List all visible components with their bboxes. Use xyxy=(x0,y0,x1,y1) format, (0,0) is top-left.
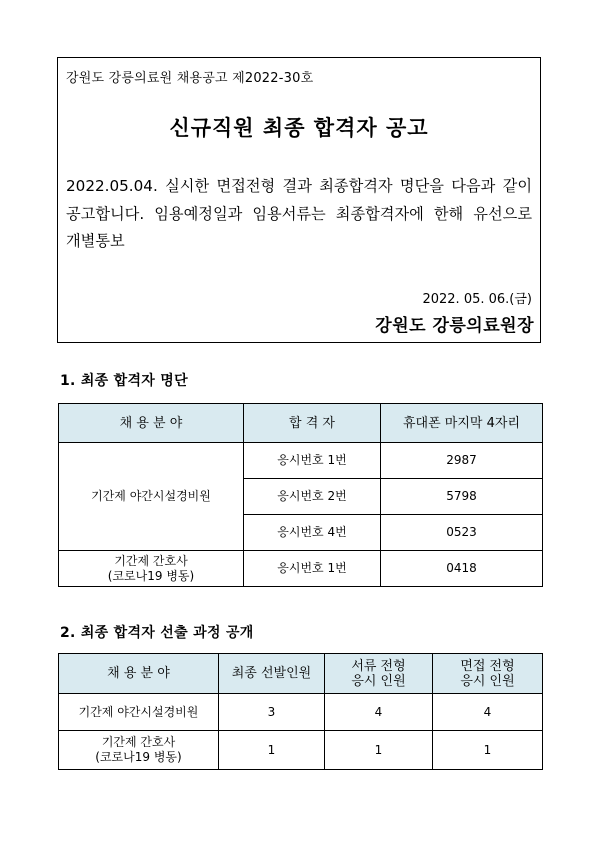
header-final-count xyxy=(219,654,325,694)
notice-body: 2022.05.04. 실시한 면접전형 결과 최종합격자 명단을 다음과 같이 공고합니다. 임용예정일과 임용서류는 최종합격자에 한해 유선으로 개별통보 xyxy=(66,177,532,250)
document-count-cell: 1 xyxy=(325,731,433,770)
header-phone: 휴대폰 마지막 4자리 xyxy=(381,404,543,443)
notice-number: 강원도 강릉의료원 채용공고 제2022-30호 xyxy=(66,71,314,86)
notice-signature: 강원도 강릉의료원장 xyxy=(375,316,534,336)
table-header-row xyxy=(59,404,543,443)
interview-count-cell: 4 xyxy=(433,694,543,731)
field-cell xyxy=(59,694,219,731)
field-label: 기간제 야간시설경비원 xyxy=(91,489,211,503)
section-heading-final-list: 1. 최종 합격자 명단 xyxy=(60,373,188,389)
selection-process-table xyxy=(58,653,543,770)
field-label: 기간제 간호사 xyxy=(114,553,188,568)
table-row xyxy=(59,694,543,731)
applicant-cell: 응시번호 4번 xyxy=(244,515,381,551)
phone-cell: 0523 xyxy=(381,515,543,551)
field-cell xyxy=(59,551,244,587)
header-field xyxy=(59,654,219,694)
applicant-cell: 응시번호 1번 xyxy=(244,443,381,479)
phone-cell: 2987 xyxy=(381,443,543,479)
final-applicants-table xyxy=(58,403,543,587)
notice-title: 신규직원 최종 합격자 공고 xyxy=(169,116,429,140)
header-field-label: 채 용 분 야 xyxy=(107,666,170,681)
header-applicant: 합 격 자 xyxy=(244,404,381,443)
final-count-cell: 1 xyxy=(219,731,325,770)
header-document-stage xyxy=(325,654,433,694)
header-document-line1: 서류 전형 xyxy=(351,658,406,674)
interview-count-cell: 1 xyxy=(433,731,543,770)
header-interview-stage xyxy=(433,654,543,694)
field-sublabel: (코로나19 병동) xyxy=(107,568,195,583)
header-field: 채 용 분 야 xyxy=(59,404,244,443)
table-header-row xyxy=(59,654,543,694)
notice-box xyxy=(57,57,541,343)
field-label: 기간제 야간시설경비원 xyxy=(78,704,199,719)
notice-date: 2022. 05. 06.(금) xyxy=(422,292,532,307)
header-interview-line2: 응시 인원 xyxy=(460,673,515,689)
field-cell xyxy=(59,731,219,770)
table-row xyxy=(59,551,543,587)
section-heading-selection-process: 2. 최종 합격자 선출 과정 공개 xyxy=(60,625,254,641)
header-final-label: 최종 선발인원 xyxy=(231,666,312,681)
table-row xyxy=(59,731,543,770)
field-sublabel: (코로나19 병동) xyxy=(95,750,182,764)
phone-cell: 0418 xyxy=(381,551,543,587)
field-label: 기간제 간호사 xyxy=(101,735,176,749)
field-cell xyxy=(59,443,244,551)
applicant-cell: 응시번호 2번 xyxy=(244,479,381,515)
final-count-cell: 3 xyxy=(219,694,325,731)
document-count-cell: 4 xyxy=(325,694,433,731)
table-row xyxy=(59,443,543,479)
header-document-line2: 응시 인원 xyxy=(351,673,406,689)
applicant-cell: 응시번호 1번 xyxy=(244,551,381,587)
phone-cell: 5798 xyxy=(381,479,543,515)
header-interview-line1: 면접 전형 xyxy=(460,658,515,674)
